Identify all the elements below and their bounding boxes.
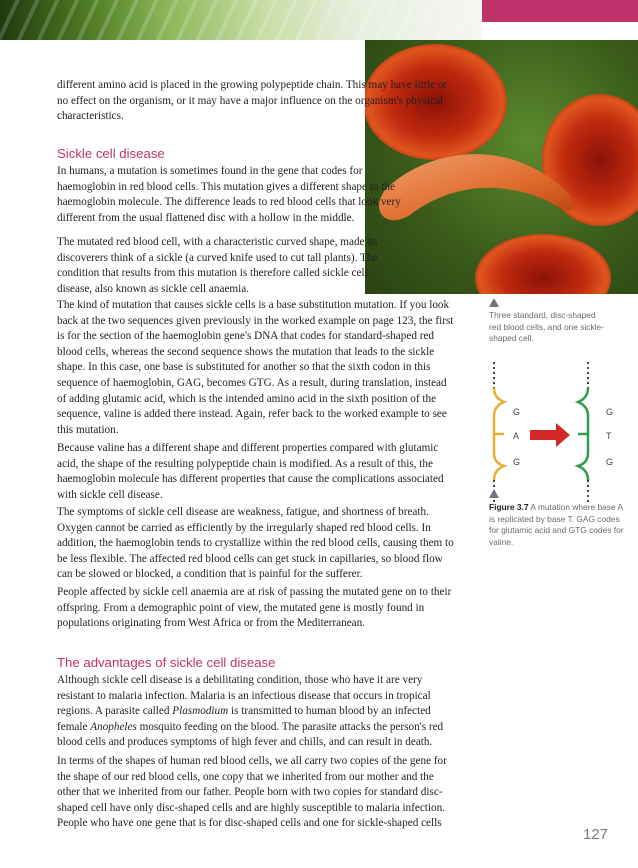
header-accent-bar — [482, 0, 638, 22]
paragraph-8: In terms of the shapes of human red blood cells, we all carry two copies of the gene for the shape of our red blood cells, one copy that we inherited from our mother and the other that we inherited from our father. People born with two copies for standard disc-shaped cell have only disc-shaped cells and are highly susceptible to malaria infection. People who have one gene that is for disc-shaped cells and one for sickle-shaped cells — [57, 755, 447, 830]
paragraph-3: The kind of mutation that causes sickle cells is a base substitution mutation. If you look back at the two sequences given previously in the worked example on page 123, the first is for the section of the haemoglobin gene's DNA that codes for standard-shaped red blood cells, whereas the second sequence shows the mutation that leads to the sickle shape. In this case, one base is substituted for another so that the sixth codon in this sequence of haemoglobin, GAG, becomes GTG. As a result, during translation, instead of adding glutamic acid, which is the intended amino acid in the sixth position of the sequence, valine is added there instead. Again, refer back to the worked example to see this mutation. — [57, 299, 454, 436]
section-heading-advantages: The advantages of sickle cell disease — [57, 655, 276, 670]
paragraph-7: Although sickle cell disease is a debilitating condition, those who have it are very resistant to malaria infection. Malaria is an infectious disease that occurs in tropical regions. A parasite called Plasmodium is transmitted to human blood by an infected female Anopheles mosquito feeding on the blood. The parasite attacks the person's red blood cells and produces symptoms of high fever and chills, and can result in death. — [57, 674, 444, 749]
header-leaf-image — [0, 0, 482, 40]
figure-caption: Figure 3.7 A mutation where base A is replicated by base T. GAG codes for glutamic acid and GTG codes for valine. — [489, 502, 624, 547]
left-base-2: A — [513, 431, 520, 441]
disc-cell-2 — [542, 94, 638, 226]
section-heading-sickle-cell: Sickle cell disease — [57, 146, 165, 161]
disc-cell-3 — [475, 234, 611, 294]
photo-caption: Three standard, disc-shaped red blood cells, and one sickle-shaped cell. — [489, 310, 604, 344]
mutation-arrow-icon — [530, 423, 570, 447]
triangle-up-icon — [489, 489, 499, 498]
paragraph-1: In humans, a mutation is sometimes found in the gene that codes for haemoglobin in red blood cells. This mutation gives a different shape to the haemoglobin molecule. The difference leads to red blood cells that look very different from the usual flattened disc with a hollow in the middle. — [57, 165, 401, 224]
left-base-1: G — [513, 407, 521, 417]
right-base-2: T — [606, 431, 612, 441]
left-base-3: G — [513, 457, 521, 467]
figure-3-7-diagram — [470, 358, 638, 508]
page-number: 127 — [582, 826, 608, 843]
paragraph-6: People affected by sickle cell anaemia are at risk of passing the mutated gene on to their offspring. From a demographic point of view, the mutated gene is mostly found in populations originating from West Africa or from the Mediterranean. — [57, 586, 452, 630]
paragraph-4: Because valine has a different shape and different properties compared with glutamic acid, the shape of the resulting polypeptide chain is modified. As a result of this, the haemoglobin molecule has different properties that cause the complications associated with sickle cell disease. — [57, 442, 444, 501]
triangle-up-icon — [489, 298, 499, 307]
paragraph-5: The symptoms of sickle cell disease are weakness, fatigue, and shortness of breath. Oxygen cannot be carried as efficiently by the irregularly shaped red blood cells. In addition, the haemoglobin tends to crystallize within the red blood cells, causing them to be less flexible. The affected red blood cells can get stuck in capillaries, so blood flow can be slowed or blocked, a condition that is painful for the sufferer. — [57, 506, 454, 581]
right-base-3: G — [606, 457, 614, 467]
intro-paragraph: different amino acid is placed in the growing polypeptide chain. This may have little or no effect on the organism, or it may have a major influence on the organism's physical characteristics. — [57, 79, 448, 123]
paragraph-2: The mutated red blood cell, with a characteristic curved shape, made its discoverers think of a sickle (a curved knife used to cut tall plants). The condition that results from this mutation is therefore called sickle cell disease, also known as sickle cell anaemia. — [57, 236, 378, 295]
right-base-1: G — [606, 407, 614, 417]
